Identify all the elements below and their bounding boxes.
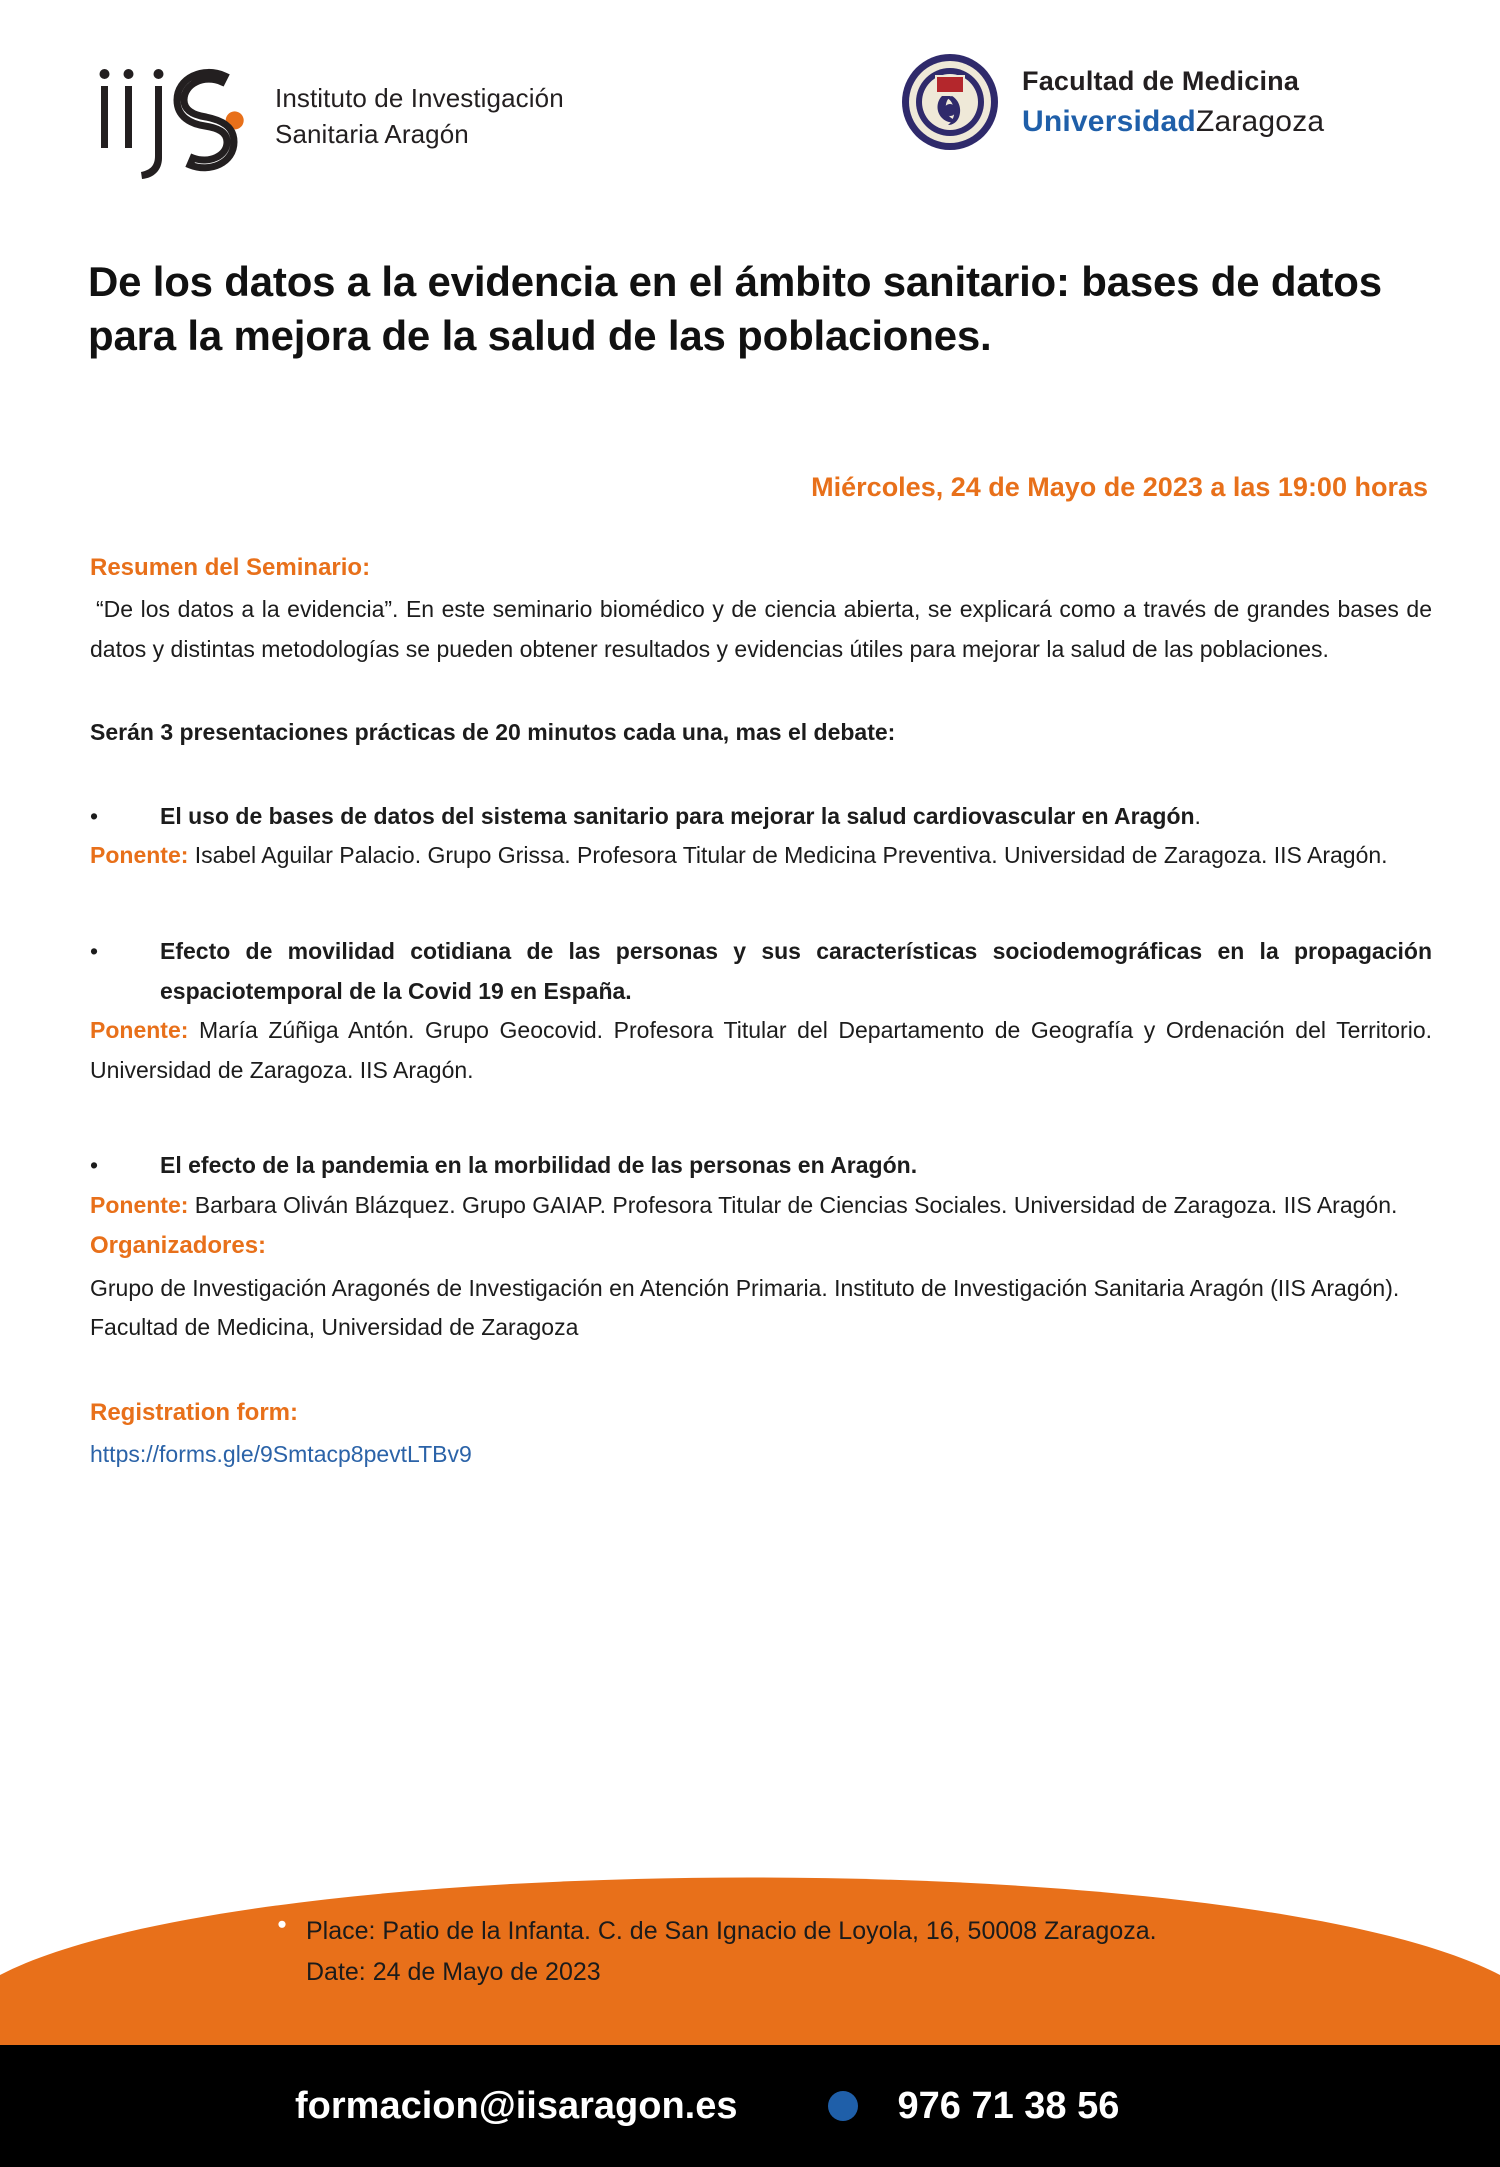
unizar-logo bbox=[900, 52, 1324, 152]
unizar-brand-bold: Universidad bbox=[1022, 104, 1196, 138]
registration-link[interactable]: https://forms.gle/9Smtacp8pevtLTBv9 bbox=[90, 1440, 472, 1467]
map-pin-icon bbox=[270, 1914, 304, 1944]
iis-aragon-logo bbox=[95, 52, 564, 182]
unizar-logo-text bbox=[1022, 66, 1324, 139]
unizar-brand bbox=[1022, 105, 1324, 139]
speaker-text: Isabel Aguilar Palacio. Grupo Grissa. Profesora Titular de Medicina Preventiva. Universidad de Zaragoza. IIS Aragón. bbox=[188, 842, 1388, 869]
footer-date-label: Date: bbox=[306, 1957, 366, 1986]
footer-date-value: 24 de Mayo de 2023 bbox=[365, 1957, 601, 1986]
registration-heading: Registration form: bbox=[90, 1398, 299, 1426]
footer-details bbox=[270, 1914, 1270, 1995]
page-title: De los datos a la evidencia en el ámbito sanitario: bases de datos para la mejora de la salud de las poblaciones. bbox=[88, 258, 1382, 359]
iis-logo-line2: Sanitaria Aragón bbox=[275, 119, 469, 149]
organizers-line1: Grupo de Investigación Aragonés de Investigación en Atención Primaria. Instituto de Investigación Sanitaria Aragón (IIS Aragón). bbox=[90, 1274, 1400, 1301]
footer-date-text bbox=[306, 1955, 601, 1990]
header bbox=[0, 30, 1500, 190]
event-datetime: Miércoles, 24 de Mayo de 2023 a las 19:00 horas bbox=[811, 472, 1428, 502]
footer-email[interactable]: formacion@iisaragon.es bbox=[295, 2084, 738, 2127]
bullet-icon: • bbox=[90, 802, 99, 829]
format-note: Serán 3 presentaciones prácticas de 20 minutos cada una, mas el debate: bbox=[90, 719, 896, 746]
footer-place-text bbox=[306, 1914, 1157, 1949]
footer-date-row bbox=[270, 1955, 1270, 1990]
university-seal-icon bbox=[900, 52, 1000, 152]
iis-logo-text bbox=[275, 81, 564, 153]
talk-title-text: Efecto de movilidad cotidiana de las personas y sus características sociodemográficas en la propagación espaciotemporal de la Covid 19 en España. bbox=[160, 938, 1432, 1004]
footer-place-label: Place: bbox=[306, 1917, 376, 1945]
bullet-icon: • bbox=[90, 938, 99, 964]
talk-item bbox=[90, 932, 1432, 1011]
talk-title bbox=[160, 1146, 1432, 1186]
iis-logo-line1: Instituto de Investigación bbox=[275, 83, 564, 114]
footer-contact-bar bbox=[0, 2045, 1500, 2167]
speaker-label: Ponente: bbox=[90, 1191, 189, 1218]
talk-title bbox=[160, 932, 1432, 1011]
speaker-label: Ponente: bbox=[90, 842, 189, 869]
blue-dot-icon bbox=[828, 2091, 858, 2121]
speaker-text: María Zúñiga Antón. Grupo Geocovid. Profesora Titular del Departamento de Geografía y Ordenación del Territorio. Universidad de Zaragoza. IIS Aragón. bbox=[90, 1017, 1432, 1083]
unizar-faculty-label: Facultad de Medicina bbox=[1022, 65, 1300, 96]
unizar-brand-light: Zaragoza bbox=[1195, 104, 1325, 138]
footer-phone[interactable]: 976 71 38 56 bbox=[897, 2084, 1120, 2127]
talk-speaker bbox=[90, 1011, 1432, 1090]
speaker-label: Ponente: bbox=[90, 1017, 189, 1044]
summary-text: “De los datos a la evidencia”. En este seminario biomédico y de ciencia abierta, se explicará como a través de grandes bases de datos y distintas metodologías se pueden obtener resultados y evidencias útiles para mejorar la salud de las poblaciones. bbox=[90, 596, 1432, 662]
organizers-heading: Organizadores: bbox=[90, 1232, 267, 1260]
talk-item bbox=[90, 797, 1432, 837]
summary-heading: Resumen del Seminario: bbox=[90, 554, 371, 581]
talk-speaker bbox=[90, 1186, 1432, 1226]
talk-speaker bbox=[90, 836, 1432, 876]
talk-title bbox=[160, 797, 1432, 837]
speaker-text: Barbara Oliván Blázquez. Grupo GAIAP. Profesora Titular de Ciencias Sociales. Universidad de Zaragoza. IIS Aragón. bbox=[188, 1191, 1398, 1218]
footer-place-row bbox=[270, 1914, 1270, 1949]
talk-title-tail: . bbox=[1194, 802, 1201, 829]
bullet-icon: • bbox=[90, 1152, 99, 1179]
iisa-logomark-icon bbox=[95, 52, 265, 182]
calendar-icon bbox=[270, 1955, 304, 1985]
footer-place-value: Patio de la Infanta. C. de San Ignacio de Loyola, 16, 50008 Zaragoza. bbox=[375, 1917, 1157, 1945]
talk-title-text: El uso de bases de datos del sistema sanitario para mejorar la salud cardiovascular en Aragón bbox=[160, 802, 1195, 829]
talk-title-text: El efecto de la pandemia en la morbilidad de las personas en Aragón. bbox=[160, 1152, 918, 1179]
main-content bbox=[90, 547, 1432, 1474]
organizers-line2: Facultad de Medicina, Universidad de Zaragoza bbox=[90, 1314, 579, 1341]
talk-item bbox=[90, 1146, 1432, 1186]
